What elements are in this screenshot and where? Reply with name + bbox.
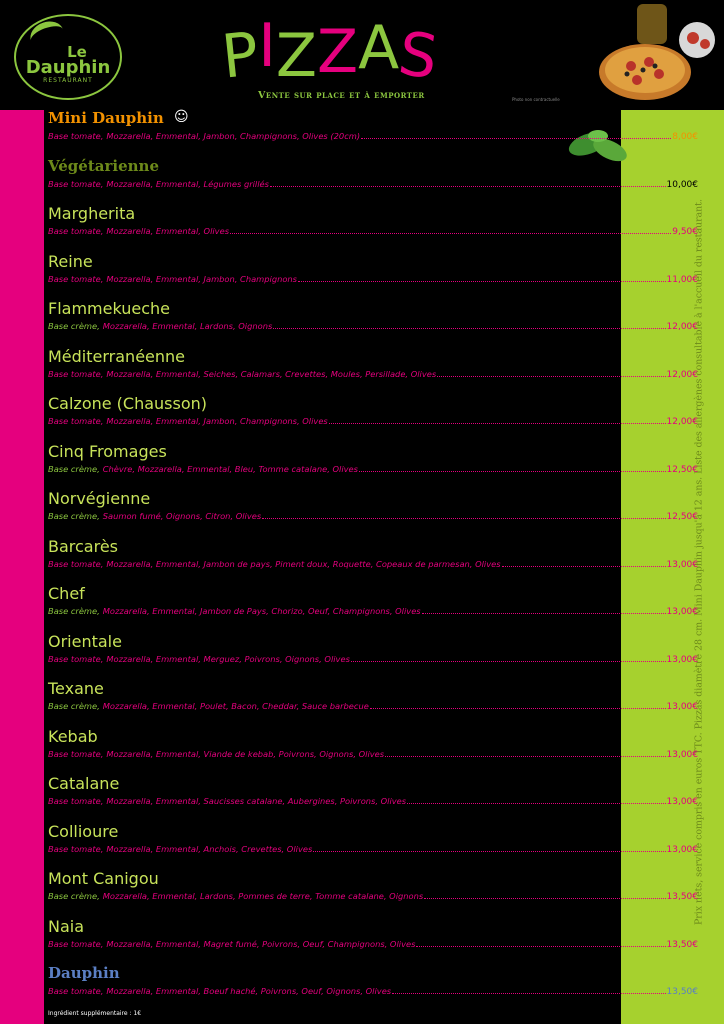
- pizza-base: Base crème,: [48, 463, 100, 474]
- pizza-description: [48, 749, 698, 760]
- pizza-ingredients: Mozzarella, Emmental, Seiches, Calamars, Crevettes, Moules, Persillade, Olives: [106, 368, 437, 379]
- pizza-ingredients: Mozzarella, Emmental, Saucisses catalane, Aubergines, Poivrons, Olives: [106, 796, 407, 806]
- title-letter: P: [218, 19, 262, 93]
- pizza-price: 10,00€: [666, 179, 698, 190]
- menu-item: [48, 869, 698, 917]
- pizza-name: Texane: [48, 679, 104, 698]
- pizza-illustration-icon: [597, 2, 724, 106]
- menu-item: [48, 679, 698, 727]
- pizza-name: Barcarès: [48, 536, 119, 556]
- photo-note: Photo non contractuelle: [512, 97, 560, 102]
- pizza-description: [48, 511, 698, 522]
- pizza-description: [48, 464, 698, 475]
- pizza-name: Chef: [48, 584, 85, 603]
- pizza-price: 13,00€: [666, 844, 698, 855]
- pizza-ingredients: Mozzarella, Emmental, Jambon, Champignons: [106, 273, 298, 284]
- title-letter: I: [258, 11, 276, 81]
- pizza-price: 12,50€: [666, 464, 698, 475]
- dotted-leader: [351, 661, 666, 662]
- pizza-menu-list: [48, 109, 698, 1012]
- pizza-name: Kebab: [48, 726, 98, 746]
- dotted-leader: [370, 708, 666, 709]
- pizza-ingredients: Mozzarella, Emmental, Jambon, Champignons, Olives: [106, 416, 328, 426]
- dotted-leader: [385, 756, 665, 757]
- pizza-ingredients: Saumon fumé, Oignons, Citron, Olives: [102, 511, 262, 521]
- menu-item: [48, 727, 698, 775]
- extra-ingredient-note: Ingrédient supplémentaire : 1€: [48, 1010, 142, 1017]
- pizza-base: Base crème,: [48, 701, 100, 711]
- pizza-ingredients: Chèvre, Mozzarella, Emmental, Bleu, Tomme catalane, Olives: [102, 463, 358, 474]
- menu-item: [48, 774, 698, 822]
- pizza-base: Base tomate,: [48, 178, 104, 189]
- dotted-leader: [270, 186, 666, 187]
- pizza-name: Naia: [48, 916, 85, 936]
- pizza-name: Reine: [48, 251, 93, 271]
- pizza-description: [48, 131, 698, 142]
- pizza-name: Végétarienne: [48, 156, 159, 175]
- pizza-description: [48, 986, 698, 997]
- pizza-ingredients: Mozzarella, Emmental, Légumes grillés: [106, 178, 269, 189]
- restaurant-logo: [14, 14, 122, 100]
- pizza-name: Dauphin: [48, 964, 120, 982]
- pizza-base: Base tomate,: [48, 558, 104, 569]
- pizza-name: Calzone (Chausson): [48, 394, 208, 413]
- dotted-leader: [329, 423, 666, 424]
- menu-item: [48, 109, 698, 157]
- pizza-description: [48, 701, 698, 712]
- menu-item: [48, 537, 698, 585]
- dotted-leader: [230, 233, 671, 234]
- pizza-name: Catalane: [48, 774, 120, 793]
- pizza-description: [48, 606, 698, 617]
- pizza-description: [48, 416, 698, 427]
- pizza-name: Flammekueche: [48, 299, 171, 318]
- pizza-name: Mini Dauphin: [48, 109, 164, 127]
- pizza-ingredients: Mozzarella, Emmental, Merguez, Poivrons, Oignons, Olives: [106, 653, 350, 664]
- logo-line-2: Dauphin: [25, 56, 111, 78]
- pizza-price: 13,50€: [666, 939, 698, 950]
- pizza-price: 11,00€: [666, 274, 698, 285]
- pizza-price: 13,00€: [666, 559, 698, 570]
- pizza-price: 13,00€: [666, 797, 698, 807]
- pizza-name: Margherita: [48, 204, 136, 223]
- pizza-base: Base tomate,: [48, 986, 104, 996]
- pizza-description: [48, 226, 698, 237]
- pizza-ingredients: Mozzarella, Emmental, Poulet, Bacon, Cheddar, Sauce barbecue: [102, 701, 369, 711]
- dotted-leader: [437, 376, 665, 377]
- pizza-description: [48, 369, 698, 380]
- title-letter: Z: [275, 21, 317, 91]
- pizza-ingredients: Mozzarella, Emmental, Magret fumé, Poivrons, Oeuf, Champignons, Olives: [106, 938, 416, 949]
- pizza-price: 12,00€: [666, 369, 698, 380]
- pizza-price: 13,00€: [666, 607, 698, 617]
- pizza-ingredients: Mozzarella, Emmental, Lardons, Pommes de terre, Tomme catalane, Oignons: [102, 891, 424, 901]
- header: [0, 0, 724, 110]
- pizza-name: Norvégienne: [48, 489, 151, 508]
- pizza-description: [48, 939, 698, 950]
- pizza-base: Base crème,: [48, 321, 100, 331]
- pizza-name: Méditerranéenne: [48, 346, 185, 366]
- pizza-price: 13,50€: [666, 987, 698, 997]
- pizza-ingredients: Mozzarella, Emmental, Boeuf haché, Poivrons, Oeuf, Oignons, Olives: [106, 986, 392, 996]
- pizza-description: [48, 654, 698, 665]
- dotted-leader: [407, 803, 665, 804]
- dotted-leader: [502, 566, 666, 567]
- logo-line-3: RESTAURANT: [43, 76, 93, 84]
- pizza-base: Base crème,: [48, 511, 100, 521]
- pizza-ingredients: Mozzarella, Emmental, Olives: [106, 226, 230, 236]
- dotted-leader: [262, 518, 665, 519]
- pizza-name: Mont Canigou: [48, 869, 159, 888]
- menu-item: [48, 442, 698, 490]
- pizza-base: Base tomate,: [48, 843, 104, 854]
- pizza-name: Orientale: [48, 631, 122, 651]
- menu-item: [48, 347, 698, 395]
- pizza-description: [48, 274, 698, 285]
- pizza-description: [48, 321, 698, 332]
- dotted-leader: [422, 613, 666, 614]
- pizza-base: Base tomate,: [48, 131, 104, 141]
- pizza-ingredients: Mozzarella, Emmental, Jambon de Pays, Chorizo, Oeuf, Champignons, Olives: [102, 606, 421, 616]
- pizza-base: Base crème,: [48, 606, 100, 616]
- legal-note-text: Prix nets, service compris en euros TTC. Pizzas diamètre 28 cm. Mini Dauphin jusqu'à 12 ans. Liste des allergènes consultable à l'accueil du restaurant.: [693, 199, 705, 925]
- menu-item: [48, 157, 698, 205]
- pizza-description: [48, 559, 698, 570]
- pizza-base: Base tomate,: [48, 796, 104, 806]
- pizza-description: [48, 796, 698, 807]
- pizza-price: 12,00€: [666, 417, 698, 427]
- pizza-base: Base crème,: [48, 891, 100, 901]
- pizza-price: 9,50€: [672, 227, 698, 237]
- title-letter: A: [358, 13, 400, 83]
- pizza-ingredients: Mozzarella, Emmental, Jambon de pays, Piment doux, Roquette, Copeaux de parmesan, Olives: [106, 558, 501, 569]
- pizza-price: 12,00€: [666, 322, 698, 332]
- menu-item: [48, 917, 698, 965]
- pizza-ingredients: Mozzarella, Emmental, Anchois, Crevettes, Olives: [106, 843, 313, 854]
- dotted-leader: [298, 281, 665, 282]
- menu-item: [48, 489, 698, 537]
- dotted-leader: [313, 851, 665, 852]
- pizza-price: 13,50€: [666, 892, 698, 902]
- pizza-description: [48, 891, 698, 902]
- pizza-base: Base tomate,: [48, 273, 104, 284]
- pizza-description: [48, 844, 698, 855]
- menu-item: [48, 252, 698, 300]
- dotted-leader: [416, 946, 665, 947]
- pizza-ingredients: Mozzarella, Emmental, Jambon, Champignons, Olives (20cm): [106, 131, 361, 141]
- title-letter: S: [394, 18, 442, 94]
- pizza-name: Cinq Fromages: [48, 441, 167, 461]
- title-letter: Z: [317, 17, 359, 87]
- dotted-leader: [392, 993, 665, 994]
- subtitle: Vente sur place et à emporter: [258, 90, 425, 101]
- dotted-leader: [273, 328, 665, 329]
- menu-item: [48, 632, 698, 680]
- pizza-price: 8,00€: [672, 132, 698, 142]
- pizza-ingredients: Mozzarella, Emmental, Lardons, Oignons: [102, 321, 273, 331]
- pizza-base: Base tomate,: [48, 748, 104, 759]
- menu-item: [48, 584, 698, 632]
- dotted-leader: [424, 898, 665, 899]
- dolphin-icon: [27, 17, 68, 53]
- pizza-ingredients: Mozzarella, Emmental, Viande de kebab, Poivrons, Oignons, Olives: [106, 748, 385, 759]
- pizza-price: 12,50€: [666, 512, 698, 522]
- pizza-base: Base tomate,: [48, 368, 104, 379]
- page-title: [218, 10, 502, 94]
- pizza-description: [48, 179, 698, 190]
- pizza-base: Base tomate,: [48, 226, 104, 236]
- pizza-price: 13,00€: [666, 654, 698, 665]
- logo-line-1: Le: [67, 42, 87, 61]
- left-pink-band: [0, 110, 44, 1024]
- menu-item: [48, 299, 698, 347]
- pizza-base: Base tomate,: [48, 416, 104, 426]
- pizza-base: Base tomate,: [48, 653, 104, 664]
- pizza-price: 13,00€: [666, 749, 698, 760]
- menu-item: [48, 964, 698, 1012]
- dotted-leader: [359, 471, 666, 472]
- menu-item: [48, 394, 698, 442]
- pizza-base: Base tomate,: [48, 938, 104, 949]
- menu-item: [48, 822, 698, 870]
- pizza-price: 13,00€: [666, 702, 698, 712]
- dotted-leader: [361, 138, 671, 139]
- pizza-name: Collioure: [48, 821, 119, 841]
- kids-icon: ☺: [174, 109, 189, 125]
- menu-item: [48, 204, 698, 252]
